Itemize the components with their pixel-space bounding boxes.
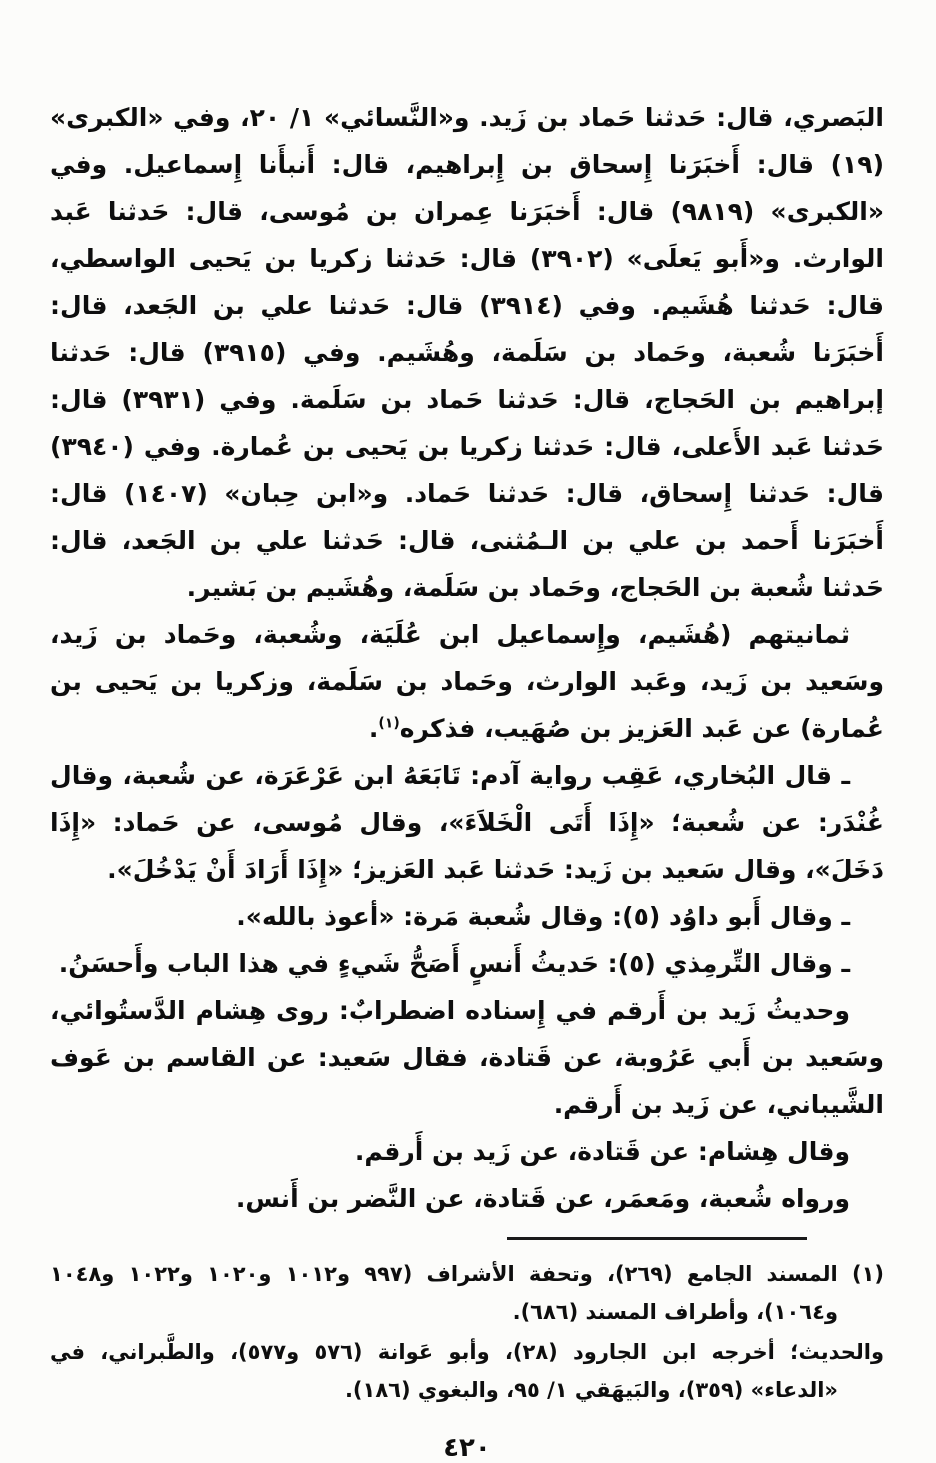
shuba-mamar-narration-paragraph: ورواه شُعبة، ومَعمَر، عن قَتادة، عن النَّضر بن أَنس.: [235, 1184, 850, 1213]
tirmidhi-comment-paragraph: ـ وقال التِّرمِذي (٥): حَديثُ أَنسٍ أَصَحُّ شَيءٍ في هذا الباب وأَحسَنُ.: [58, 949, 850, 978]
main-text-block: [50, 94, 884, 1222]
zayd-ibn-arqam-hadith-paragraph: وحديثُ زَيد بن أَرقم في إِسناده اضطرابٌ: روى هِشام الدَّستُوائي، وسَعيد بن أَبي عَرُوبة، عن قَتادة، فقال سَعيد: عن القاسم بن عَوف الشَّيباني، عن زَيد بن أَرقم.: [50, 996, 884, 1119]
hisham-narration-paragraph: وقال هِشام: عن قَتادة، عن زَيد بن أَرقم.: [354, 1137, 850, 1166]
isnad-chain-paragraph: البَصري، قال: حَدثنا حَماد بن زَيد. و«النَّسائي» ١/ ٢٠، وفي «الكبرى» (١٩) قال: أَخبَرَنا إِسحاق بن إِبراهيم، قال: أَنبأَنا إِسماعيل. وفي «الكبرى» (٩٨١٩) قال: أَخبَرَنا عِمران بن مُوسى، قال: حَدثنا عَبد الوارث. و«أَبو يَعلَى» (٣٩٠٢) قال: حَدثنا زكريا بن يَحيى الواسطي، قال: حَدثنا هُشَيم. وفي (٣٩١٤) قال: حَدثنا علي بن الجَعد، قال: أَخبَرَنا شُعبة، وحَماد بن سَلَمة، وهُشَيم. وفي (٣٩١٥) قال: حَدثنا إبراهيم بن الحَجاج، قال: حَدثنا حَماد بن سَلَمة. وفي (٣٩٣١) قال: حَدثنا عَبد الأَعلى، قال: حَدثنا زكريا بن يَحيى بن عُمارة. وفي (٣٩٤٠) قال: حَدثنا إِسحاق، قال: حَدثنا حَماد. و«ابن حِبان» (١٤٠٧) قال: أَخبَرَنا أَحمد بن علي بن الـمُثنى، قال: حَدثنا علي بن الجَعد، قال: حَدثنا شُعبة بن الحَجاج، وحَماد بن سَلَمة، وهُشَيم بن بَشير.: [50, 103, 885, 602]
bukhari-comment-paragraph: ـ قال البُخاري، عَقِب رواية آدم: تَابَعَهُ ابن عَرْعَرَة، عن شُعبة، وقال غُنْدَر: عن شُعبة؛ «إِذَا أَتَى الْخَلاَءَ»، وقال مُوسى، عن حَماد: «إِذَا دَخَلَ»، وقال سَعيد بن زَيد: حَدثنا عَبد العَزيز؛ «إِذَا أَرَادَ أَنْ يَدْخُلَ».: [50, 761, 884, 884]
narrators-summary-paragraph: [50, 611, 884, 752]
footnote-reference-marker: (١): [378, 715, 400, 732]
page-number: ٤٢٠: [443, 1433, 491, 1463]
abu-dawud-comment-paragraph: ـ وقال أَبو داوُد (٥): وقال شُعبة مَرة: «أعوذ بالله».: [236, 902, 850, 931]
footnote-sources-entry: (١) المسند الجامع (٢٦٩)، وتحفة الأشراف (٩٩٧ و١٠١٢ و١٠٢٠ و١٠٢٢ و١٠٤٨ و١٠٦٤)، وأطراف المسند (٦٨٦).: [50, 1262, 885, 1324]
footnote-takhrij-entry: والحديث؛ أخرجه ابن الجارود (٢٨)، وأبو عَوانة (٥٧٦ و٥٧٧)، والطَّبراني، في «الدعاء» (٣٥٩)، والبَيهَقي ١/ ٩٥، والبغوي (١٨٦).: [50, 1340, 884, 1402]
narrators-summary-text: ثمانيتهم (هُشَيم، وإِسماعيل ابن عُلَيَة، وشُعبة، وحَماد بن زَيد، وسَعيد بن زَيد، وعَبد الوارث، وحَماد بن سَلَمة، وزكريا بن يَحيى بن عُمارة) عن عَبد العَزيز بن صُهَيب، فذكره: [50, 620, 884, 743]
narrators-summary-period: .: [368, 714, 379, 743]
footnote-divider: [507, 1237, 807, 1240]
footnotes-block: [50, 1255, 884, 1409]
